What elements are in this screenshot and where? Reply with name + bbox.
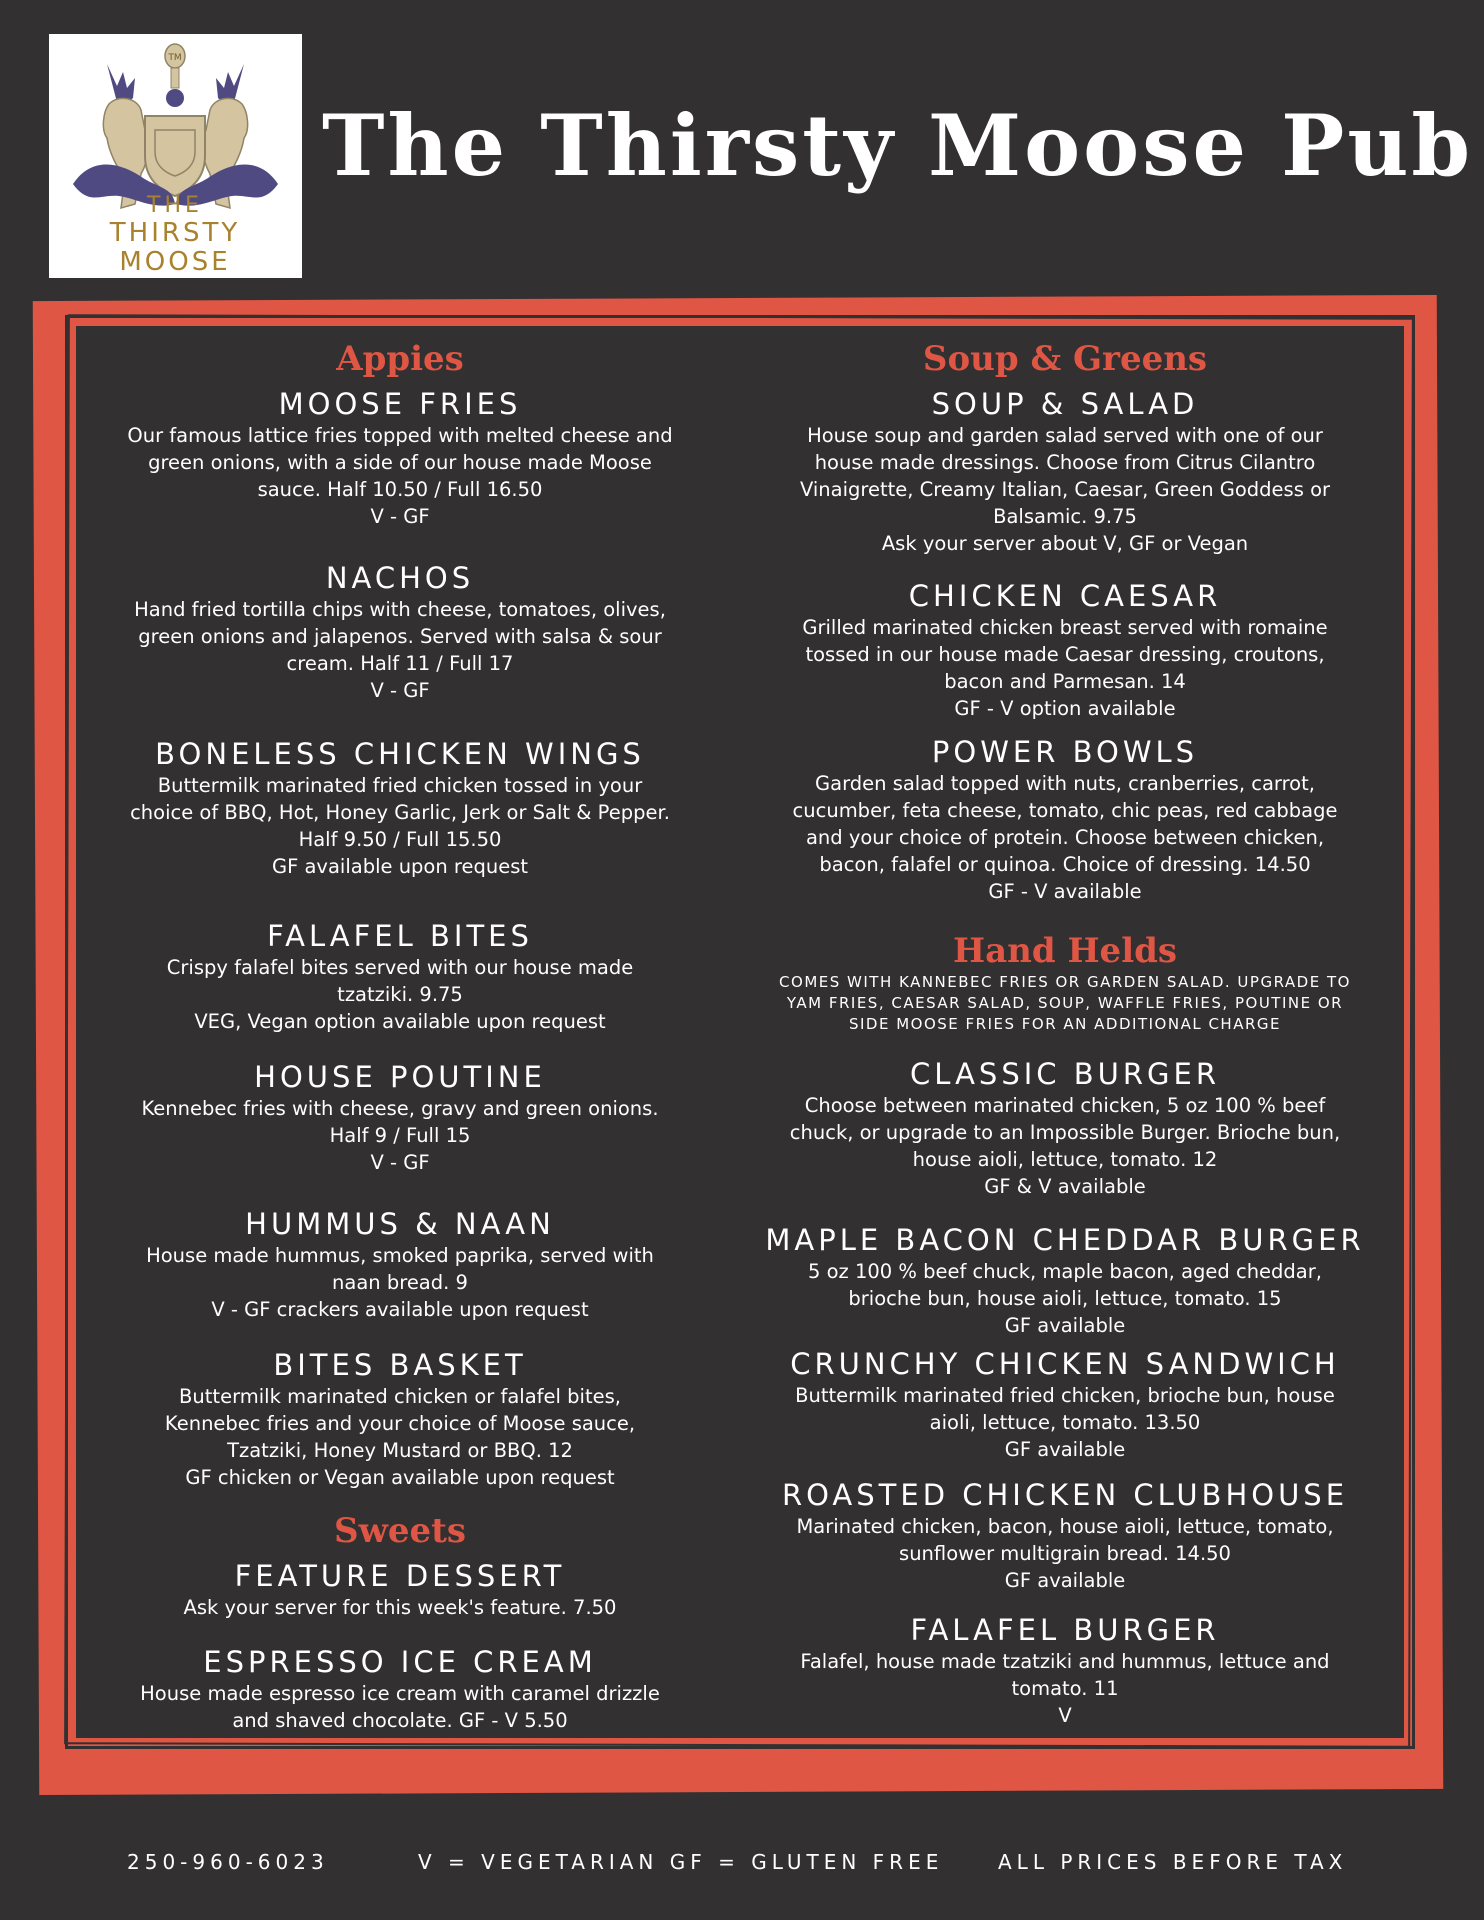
item-description: Ask your server for this week's feature. 7.50 — [183, 1596, 617, 1619]
item-description: House made espresso ice cream with caramel drizzle and shaved chocolate. GF - V 5.50 — [140, 1682, 660, 1732]
item-description: Kennebec fries with cheese, gravy and green onions. Half 9 / Full 15 V - GF — [141, 1097, 659, 1174]
item-name: NACHOS — [325, 561, 475, 595]
menu-item — [735, 1222, 1395, 1339]
menu-item — [80, 1644, 720, 1734]
menu-item — [80, 1059, 720, 1176]
item-description: Buttermilk marinated fried chicken, brioche bun, house aioli, lettuce, tomato. 13.50 GF available — [795, 1384, 1335, 1461]
menu-item — [735, 1477, 1395, 1594]
section-title: Hand Helds — [952, 931, 1178, 971]
item-description: House made hummus, smoked paprika, served with naan bread. 9 V - GF crackers available upon request — [146, 1244, 654, 1321]
menu-item — [735, 1346, 1395, 1463]
item-name: CRUNCHY CHICKEN SANDWICH — [790, 1347, 1340, 1381]
menu-item — [80, 386, 720, 530]
tax-note: ALL PRICES BEFORE TAX — [998, 1850, 1348, 1874]
section-hand-helds — [735, 930, 1395, 1035]
dietary-legend: V = VEGETARIAN GF = GLUTEN FREE — [418, 1850, 944, 1874]
menu-item — [80, 1206, 720, 1323]
item-description: Crispy falafel bites served with our house made tzatziki. 9.75 VEG, Vegan option available upon request — [166, 956, 634, 1033]
item-name: CLASSIC BURGER — [910, 1057, 1220, 1091]
item-name: SOUP & SALAD — [931, 387, 1199, 421]
item-name: HUMMUS & NAAN — [245, 1207, 555, 1241]
section-appies — [80, 338, 720, 380]
menu-item — [735, 734, 1395, 905]
item-name: BONELESS CHICKEN WINGS — [155, 737, 645, 771]
section-title: Sweets — [334, 1511, 466, 1551]
item-name: MAPLE BACON CHEDDAR BURGER — [765, 1223, 1365, 1257]
menu-item — [735, 386, 1395, 557]
section-title: Appies — [336, 339, 464, 379]
section-note: COMES WITH KANNEBEC FRIES OR GARDEN SALAD. UPGRADE TO YAM FRIES, CAESAR SALAD, SOUP, WAFFLE FRIES, POUTINE OR SIDE MOOSE FRIES FOR AN ADDITIONAL CHARGE — [779, 973, 1351, 1033]
menu-item — [80, 560, 720, 704]
menu-item — [735, 578, 1395, 722]
section-soup-greens — [735, 338, 1395, 380]
item-name: FEATURE DESSERT — [234, 1559, 566, 1593]
item-description: Buttermilk marinated chicken or falafel bites, Kennebec fries and your choice of Moose sauce, Tzatziki, Honey Mustard or BBQ. 12 GF chicken or Vegan available upon request — [164, 1385, 636, 1489]
item-description: Buttermilk marinated fried chicken tossed in your choice of BBQ, Hot, Honey Garlic, Jerk or Salt & Pepper. Half 9.50 / Full 15.50 GF available upon request — [130, 774, 670, 878]
moose-crest-logo-icon — [49, 34, 302, 278]
item-description: Falafel, house made tzatziki and hummus, lettuce and tomato. 11 V — [800, 1650, 1330, 1727]
page-title: The Thirsty Moose Pub — [322, 96, 1474, 195]
logo-line-1: THE — [147, 193, 203, 218]
item-name: ROASTED CHICKEN CLUBHOUSE — [781, 1478, 1349, 1512]
item-description: Our famous lattice fries topped with melted cheese and green onions, with a side of our house made Moose sauce. Half 10.50 / Full 16.50 V - GF — [127, 424, 673, 528]
section-title: Soup & Greens — [922, 339, 1208, 379]
item-name: FALAFEL BITES — [267, 919, 533, 953]
item-description: Hand fried tortilla chips with cheese, tomatoes, olives, green onions and jalapenos. Served with salsa & sour cream. Half 11 / Full 17 V - GF — [134, 598, 666, 702]
item-description: 5 oz 100 % beef chuck, maple bacon, aged cheddar, brioche bun, house aioli, lettuce, tomato. 15 GF available — [808, 1260, 1322, 1337]
item-description: Choose between marinated chicken, 5 oz 100 % beef chuck, or upgrade to an Impossible Burger. Brioche bun, house aioli, lettuce, tomato. 12 GF & V available — [789, 1094, 1341, 1198]
logo-badge: TM — [168, 53, 182, 63]
menu-item — [80, 1347, 720, 1491]
menu-item — [80, 1558, 720, 1621]
item-description: Garden salad topped with nuts, cranberries, carrot, cucumber, feta cheese, tomato, chic peas, red cabbage and your choice of protein. Choose between chicken, bacon, falafel or quinoa. Choice of dressing. 14.50 GF - V available — [792, 772, 1338, 903]
item-name: ESPRESSO ICE CREAM — [203, 1645, 597, 1679]
menu-item — [735, 1056, 1395, 1200]
item-description: House soup and garden salad served with one of our house made dressings. Choose from Citrus Cilantro Vinaigrette, Creamy Italian, Caesar, Green Goddess or Balsamic. 9.75 Ask your server about V, GF or Vegan — [799, 424, 1331, 555]
logo-line-2: THIRSTY — [109, 218, 241, 248]
item-description: Marinated chicken, bacon, house aioli, lettuce, tomato, sunflower multigrain bread. 14.50 GF available — [796, 1515, 1334, 1592]
item-name: HOUSE POUTINE — [254, 1060, 546, 1094]
menu-item — [735, 1612, 1395, 1729]
menu-item — [80, 918, 720, 1035]
item-name: FALAFEL BURGER — [910, 1613, 1220, 1647]
item-name: BITES BASKET — [273, 1348, 527, 1382]
item-name: POWER BOWLS — [931, 735, 1199, 769]
logo — [49, 34, 302, 278]
menu-item — [80, 736, 720, 880]
item-name: MOOSE FRIES — [278, 387, 522, 421]
item-description: Grilled marinated chicken breast served with romaine tossed in our house made Caesar dressing, croutons, bacon and Parmesan. 14 GF - V option available — [802, 616, 1328, 720]
phone-number: 250-960-6023 — [127, 1850, 329, 1874]
section-sweets — [80, 1510, 720, 1552]
item-name: CHICKEN CAESAR — [908, 579, 1222, 613]
logo-line-3: MOOSE — [119, 247, 231, 277]
